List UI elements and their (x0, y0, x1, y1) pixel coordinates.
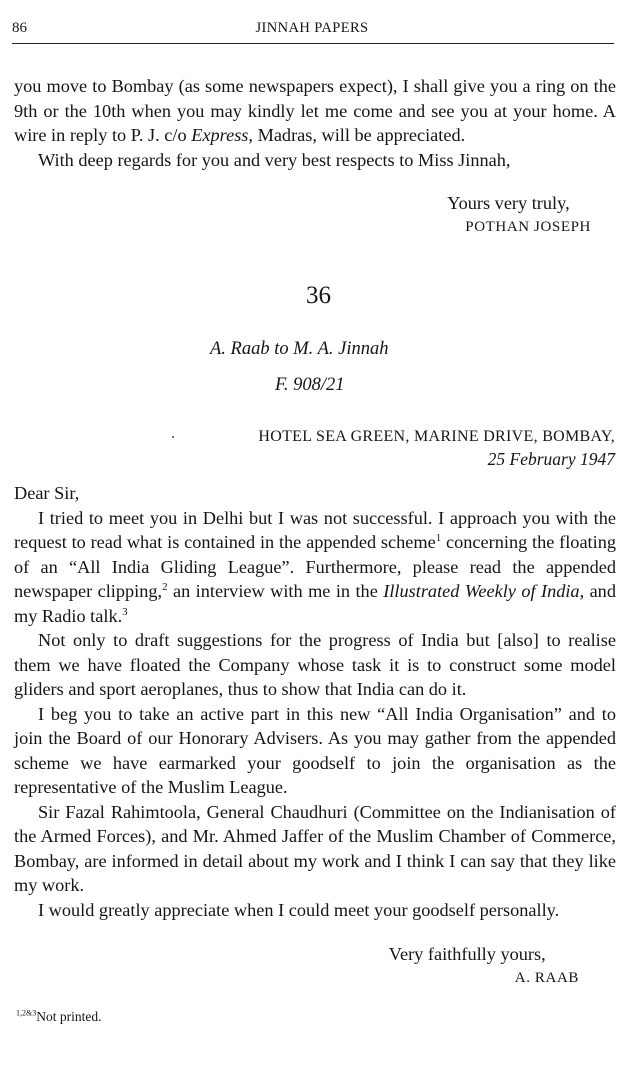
running-head: JINNAH PAPERS (255, 20, 369, 36)
closing-phrase: Yours very truly, (447, 193, 570, 213)
letter-paragraph-4: Sir Fazal Rahimtoola, General Chaudhuri (Committee on the Indianisation of the Armed Forces), and Mr. Ahmed Jaffer of the Muslim Chamber of Commerce, Bombay, are informed in detail about my work and I think I can say that they like my work. (14, 801, 616, 895)
header-rule (12, 43, 614, 44)
signature: POTHAN JOSEPH (465, 219, 591, 235)
document-number: 36 (306, 282, 331, 309)
letter-body (14, 481, 616, 922)
letter-paragraph-1 (14, 506, 616, 629)
paragraph-1-text-d: , and my Radio talk. (14, 581, 616, 626)
letter-paragraph-5: I would greatly appreciate when I could meet your goodself personally. (38, 899, 560, 920)
previous-letter-regards: With deep regards for you and very best respects to Miss Jinnah, (38, 149, 511, 170)
paragraph-1-text-b: concerning the floating of an “All India Gliding League”. Furthermore, please read the appended newspaper clipping, (14, 532, 616, 601)
closing-phrase: Very faithfully yours, (388, 944, 546, 964)
letter-paragraph-3: I beg you to take an active part in this new “All India Organisation” and to join the Board of our Honorary Advisers. As you may gather from the appended scheme we have earmarked your goodself to join the organisation as the representative of the Muslim League. (14, 703, 616, 797)
magazine-name: Illustrated Weekly of India (383, 581, 580, 601)
sender-address-block (258, 425, 615, 471)
paragraph-1-text-a: I tried to meet you in Delhi but I was not successful. I approach you with the request to read what is contained in the appended scheme (14, 507, 616, 552)
previous-letter-text-end: , Madras, will be appreciated. (248, 125, 466, 145)
salutation: Dear Sir, (14, 483, 80, 503)
newspaper-name: Express (191, 125, 249, 145)
letter-closing (389, 942, 579, 990)
previous-letter-paragraph (14, 74, 616, 148)
footnote-ref-2: 2 (162, 580, 168, 593)
previous-letter-ending (14, 74, 616, 172)
letter-paragraph-2: Not only to draft suggestions for the progress of India but [also] to realise them we have floated the Company whose task it is to construct some model gliders and sport aeroplanes, thus to show that India can do it. (14, 630, 616, 699)
file-reference: F. 908/21 (275, 375, 345, 395)
previous-letter-text: you move to Bombay (as some newspapers expect), I shall give you a ring on the 9th or the 10th when you may kindly let me come and see you at your home. A wire in reply to P. J. c/o (14, 76, 616, 145)
paragraph-1-text-c: an interview with me in the (167, 581, 384, 601)
sender-address: HOTEL SEA GREEN, MARINE DRIVE, BOMBAY, (258, 428, 615, 445)
footnote-ref-1: 1 (435, 531, 442, 544)
footnote-ref-3: 3 (122, 605, 128, 618)
letter-date: 25 February 1947 (487, 449, 615, 469)
footnote-marks: 1,2&3 (16, 1008, 37, 1018)
document-title: A. Raab to M. A. Jinnah (210, 339, 389, 359)
previous-letter-closing (447, 191, 591, 239)
signature: A. RAAB (514, 970, 579, 986)
page-number: 86 (12, 20, 27, 36)
page-header (12, 20, 612, 42)
footnote-text: Not printed. (36, 1009, 102, 1024)
footnote (16, 1009, 101, 1025)
ink-speck (172, 436, 174, 438)
